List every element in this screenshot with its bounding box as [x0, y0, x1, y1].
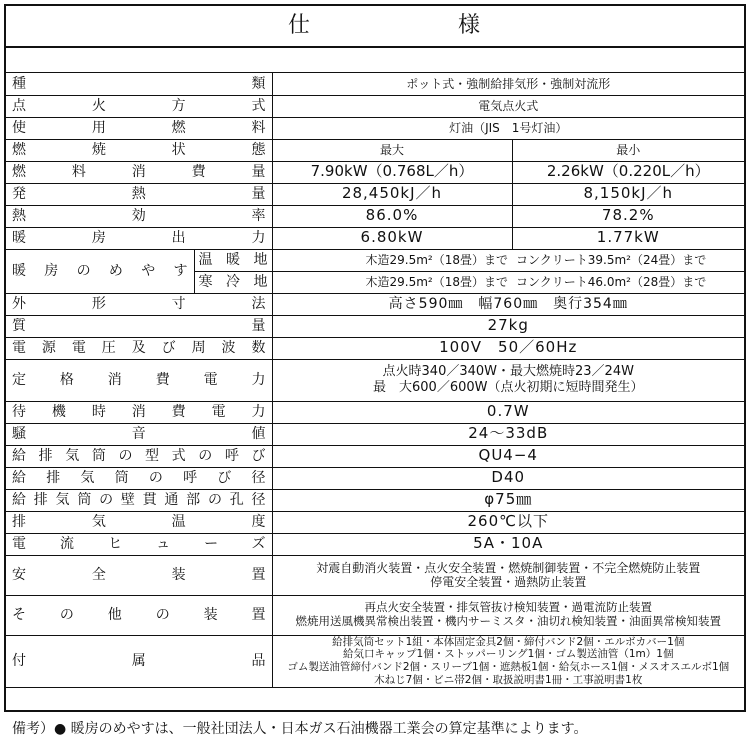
value-fuse: 5A・10A — [272, 533, 744, 555]
label-consumption: 燃料消費量 — [6, 161, 272, 183]
label-fuse: 電流ヒューズ — [6, 533, 272, 555]
row-type — [6, 73, 744, 95]
label-wall-hole: 給排気筒の壁貫通部の孔径 — [6, 489, 272, 511]
value-guide-warm-wood: 木造29.5m²（18畳）まで — [272, 249, 512, 271]
label-pipe-diameter: 給排気筒の呼び径 — [6, 467, 272, 489]
row-fuse — [6, 533, 744, 555]
accessories-line-2: 給気口キャップ1個・ストッパーリング1個・ゴム製送油管（1m）1個 — [343, 648, 674, 661]
title-row — [6, 6, 744, 48]
safety-line-1: 対震自動消火装置・点火安全装置・燃焼制御装置・不完全燃焼防止装置 — [316, 560, 701, 575]
label-fuel: 使用燃料 — [6, 117, 272, 139]
label-mass: 質量 — [6, 315, 272, 337]
other-line-2: 燃焼用送風機異常検出装置・機内サーミスタ・油切れ検知装置・油面異常検知装置 — [295, 614, 721, 628]
label-combustion: 燃焼状態 — [6, 139, 272, 161]
row-guide-warm — [6, 249, 744, 271]
value-fuel: 灯油（JIS 1号灯油） — [272, 117, 744, 139]
label-power-supply: 電源電圧及び周波数 — [6, 337, 272, 359]
value-standby: 0.7W — [272, 401, 744, 423]
label-type: 種類 — [6, 73, 272, 95]
accessories-line-4: 木ねじ7個・ビニ帯2個・取扱説明書1冊・工事説明書1枚 — [374, 673, 643, 686]
value-heating-output-min: 1.77kW — [512, 227, 744, 249]
label-dimensions: 外形寸法 — [6, 293, 272, 315]
row-mass — [6, 315, 744, 337]
title-char-1: 仕 — [288, 13, 311, 38]
value-other — [272, 595, 744, 635]
other-line-1: 再点火安全装置・排気管抜け検知装置・過電流防止装置 — [364, 600, 652, 615]
row-other — [6, 595, 744, 635]
label-guide-warm: 温暖地 — [194, 249, 272, 271]
label-guide: 暖房のめやす — [6, 249, 194, 293]
footnote: 備考）● 暖房のめやすは、一般社団法人・日本ガス石油機器工業会の算定基準によります。 — [12, 721, 588, 737]
safety-line-2: 停電安全装置・過熱防止装置 — [430, 575, 587, 589]
spec-table — [6, 73, 744, 688]
value-combustion-max: 最大 — [272, 139, 512, 161]
row-consumption — [6, 161, 744, 183]
rated-power-line-2: 最 大600／600W（点火初期に短時間発生） — [373, 380, 644, 395]
title-char-2: 様 — [458, 13, 481, 38]
row-pipe-model — [6, 445, 744, 467]
value-accessories — [272, 635, 744, 687]
value-consumption-max: 7.90kW（0.768L／h） — [272, 161, 512, 183]
value-efficiency-min: 78.2% — [512, 205, 744, 227]
row-wall-hole — [6, 489, 744, 511]
value-consumption-min: 2.26kW（0.220L／h） — [512, 161, 744, 183]
row-dimensions — [6, 293, 744, 315]
rated-power-line-1: 点火時340／340W・最大燃焼時23／24W — [382, 364, 634, 380]
value-pipe-model: QU4−4 — [272, 445, 744, 467]
label-noise: 騒音値 — [6, 423, 272, 445]
value-heat-max: 28,450kJ／h — [272, 183, 512, 205]
row-accessories — [6, 635, 744, 687]
value-power-supply: 100V 50／60Hz — [272, 337, 744, 359]
accessories-line-1: 給排気筒セット1組・本体固定金具2個・締付バンド2個・エルボカバー1個 — [332, 635, 685, 648]
value-safety — [272, 555, 744, 595]
value-noise: 24〜33dB — [272, 423, 744, 445]
row-combustion — [6, 139, 744, 161]
row-pipe-diameter — [6, 467, 744, 489]
row-standby — [6, 401, 744, 423]
row-safety — [6, 555, 744, 595]
accessories-line-3: ゴム製送油管締付バンド2個・スリーブ1個・遮熱板1個・給気ホース1個・メスオスエルボ1個 — [287, 661, 730, 674]
value-pipe-diameter: D40 — [272, 467, 744, 489]
row-rated-power — [6, 359, 744, 401]
value-wall-hole: φ75㎜ — [272, 489, 744, 511]
label-pipe-model: 給排気筒の型式の呼び — [6, 445, 272, 467]
value-guide-cold-wood: 木造29.5m²（18畳）まで — [272, 271, 512, 293]
row-exhaust-temp — [6, 511, 744, 533]
value-dimensions: 高さ590㎜ 幅760㎜ 奥行354㎜ — [272, 293, 744, 315]
row-fuel — [6, 117, 744, 139]
blank-row — [6, 48, 744, 73]
label-efficiency: 熱効率 — [6, 205, 272, 227]
label-guide-cold: 寒冷地 — [194, 271, 272, 293]
row-noise — [6, 423, 744, 445]
label-heating-output: 暖房出力 — [6, 227, 272, 249]
label-rated-power: 定格消費電力 — [6, 359, 272, 401]
label-exhaust-temp: 排気温度 — [6, 511, 272, 533]
value-combustion-min: 最小 — [512, 139, 744, 161]
spec-sheet — [4, 4, 746, 712]
value-rated-power — [272, 359, 744, 401]
value-heating-output-max: 6.80kW — [272, 227, 512, 249]
label-accessories: 付属品 — [6, 635, 272, 687]
row-ignition — [6, 95, 744, 117]
value-guide-cold-concrete: コンクリート46.0m²（28畳）まで — [512, 271, 744, 293]
value-efficiency-max: 86.0% — [272, 205, 512, 227]
label-standby: 待機時消費電力 — [6, 401, 272, 423]
row-power-supply — [6, 337, 744, 359]
row-heating-output — [6, 227, 744, 249]
label-safety: 安全装置 — [6, 555, 272, 595]
value-mass: 27kg — [272, 315, 744, 337]
value-ignition: 電気点火式 — [272, 95, 744, 117]
label-heat: 発熱量 — [6, 183, 272, 205]
value-guide-warm-concrete: コンクリート39.5m²（24畳）まで — [512, 249, 744, 271]
label-other: その他の装置 — [6, 595, 272, 635]
label-ignition: 点火方式 — [6, 95, 272, 117]
value-exhaust-temp: 260℃以下 — [272, 511, 744, 533]
row-heat — [6, 183, 744, 205]
row-efficiency — [6, 205, 744, 227]
value-heat-min: 8,150kJ／h — [512, 183, 744, 205]
value-type: ポット式・強制給排気形・強制対流形 — [272, 73, 744, 95]
